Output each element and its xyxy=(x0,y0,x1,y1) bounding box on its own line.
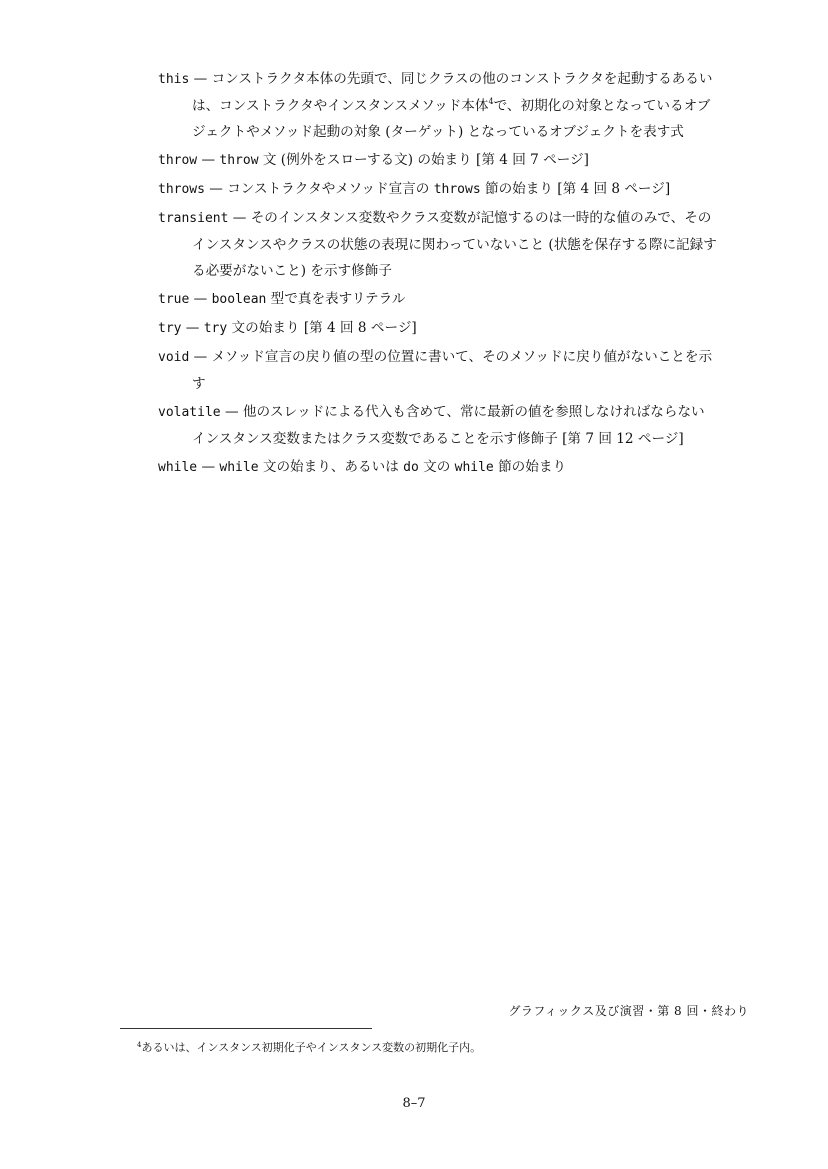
entry-dash: — xyxy=(189,291,212,307)
footnote-text: あるいは、インスタンス初期化子やインスタンス変数の初期化子内。 xyxy=(141,1041,482,1054)
term-while: while xyxy=(158,460,198,475)
term-void: void xyxy=(158,350,190,365)
entry-dash: — xyxy=(189,349,212,365)
entry-description: 文 (例外をスローする文) の始まり [第 4 回 7 ページ] xyxy=(258,152,589,168)
inline-code: while xyxy=(454,460,494,475)
entry-dash: — xyxy=(181,320,204,336)
glossary-entry-try xyxy=(158,315,718,342)
entry-description: 型で真を表すリテラル xyxy=(266,291,406,307)
keyword-glossary xyxy=(158,66,718,483)
entry-dash: — xyxy=(204,181,228,197)
entry-description: そのインスタンス変数やクラス変数が記憶するのは一時的な値のみで、そのインスタンスやクラスの状態の表現に関わっていないこと (状態を保存する際に記録する必要がないこと) を示す修飾子 xyxy=(192,210,717,279)
glossary-entry-volatile xyxy=(158,399,718,452)
entry-description: コンストラクタやメソッド宣言の xyxy=(227,181,434,197)
entry-description: メソッド宣言の戻り値の型の位置に書いて、そのメソッドに戻り値がないことを示す xyxy=(192,349,713,392)
inline-code: boolean xyxy=(211,292,267,307)
page-number: 8–7 xyxy=(402,1096,426,1111)
entry-description: コンストラクタ本体の先頭で、同じクラスの他のコンストラクタを起動するあるいは、コンストラクタやインスタンスメソッド本体 xyxy=(192,71,713,114)
glossary-entry-throw xyxy=(158,147,718,174)
term-try: try xyxy=(158,321,182,336)
inline-code: while xyxy=(219,460,259,475)
term-volatile: volatile xyxy=(158,405,221,420)
term-transient: transient xyxy=(158,211,229,226)
term-this: this xyxy=(158,72,190,87)
term-throws: throws xyxy=(158,182,205,197)
entry-description-end: 節の始まり xyxy=(493,459,567,475)
glossary-entry-true xyxy=(158,286,718,313)
entry-description-cont: で、初期化の対象となっているオブジェクトやメソッド起動の対象 (ターゲット) となっているオブジェクトを表す式 xyxy=(192,98,711,140)
inline-code: do xyxy=(403,460,419,475)
footnote-reference[interactable]: 4 xyxy=(488,97,494,106)
entry-description: 文の始まり [第 4 回 8 ページ] xyxy=(227,320,417,336)
inline-code: throw xyxy=(219,153,259,168)
entry-dash: — xyxy=(228,210,251,226)
glossary-entry-void xyxy=(158,344,718,397)
entry-dash: — xyxy=(220,404,243,420)
closing-note: グラフィックス及び演習・第 8 回・終わり xyxy=(508,1004,749,1018)
entry-dash: — xyxy=(197,152,220,168)
footnote xyxy=(137,1039,481,1055)
inline-code: throws xyxy=(433,182,481,197)
glossary-entry-throws xyxy=(158,176,718,203)
entry-description-cont: 節の始まり [第 4 回 8 ページ] xyxy=(480,181,671,197)
entry-description: 他のスレッドによる代入も含めて、常に最新の値を参照しなければならないインスタンス変数またはクラス変数であることを示す修飾子 [第 7 回 12 ページ] xyxy=(192,404,705,447)
entry-dash: — xyxy=(197,459,220,475)
glossary-entry-transient xyxy=(158,205,718,284)
term-true: true xyxy=(158,292,190,307)
inline-code: try xyxy=(203,321,228,336)
entry-description-cont: 文の xyxy=(418,459,455,475)
entry-description: 文の始まり、あるいは xyxy=(258,459,404,475)
glossary-entry-this xyxy=(158,66,718,145)
footnote-divider xyxy=(120,1028,372,1029)
term-throw: throw xyxy=(158,153,198,168)
glossary-entry-while xyxy=(158,454,718,481)
footnote-marker: 4 xyxy=(137,1041,142,1049)
entry-dash: — xyxy=(189,71,212,87)
